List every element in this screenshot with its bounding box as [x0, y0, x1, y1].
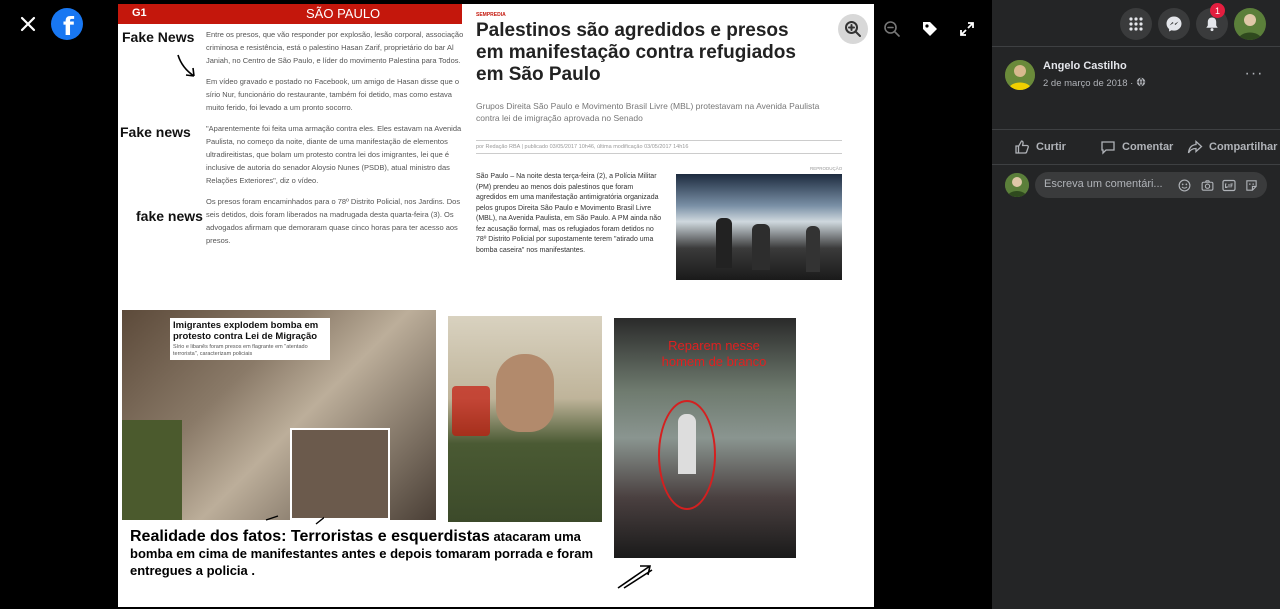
caption-subtitle: Sírio e libanês foram presos em flagrante em "atentado terrorista", caracterizam policiais	[173, 344, 308, 357]
zoom-out-button[interactable]	[880, 17, 904, 41]
avatar-icon	[1234, 8, 1266, 40]
fake-news-label: Fake news	[120, 124, 191, 140]
camera-button[interactable]	[1199, 177, 1215, 193]
close-button[interactable]	[14, 10, 42, 38]
divider	[992, 129, 1280, 130]
article-headline: Palestinos são agredidos e presos em manifestação contra refugiados em São Paulo	[476, 20, 796, 85]
post-date[interactable]: 2 de março de 2018	[1043, 78, 1128, 89]
share-label: Compartilhar	[1209, 141, 1278, 153]
g1-logo: G1	[132, 7, 147, 19]
g1-section-title: SÃO PAULO	[306, 6, 381, 21]
comment-button[interactable]	[1100, 138, 1173, 156]
menu-button[interactable]	[1120, 8, 1152, 40]
comment-input[interactable]	[1044, 178, 1174, 190]
annotation-red-text: Reparem nesse homem de branco	[661, 338, 767, 369]
video-still-photo	[614, 318, 796, 558]
messenger-icon	[1165, 15, 1183, 33]
street-photo	[676, 174, 842, 280]
share-icon	[1187, 139, 1203, 155]
profile-avatar-button[interactable]	[1234, 8, 1266, 40]
post-side-panel	[992, 0, 1280, 609]
article-paragraph: Em vídeo gravado e postado no Facebook, um amigo de Hasan disse que o sírio Nur, funcionário do restaurante, também foi detido, mas como estava muito ferido, foi levado a um pronto socorro.	[206, 77, 460, 112]
article-kicker: SEMPREDIA	[476, 12, 506, 18]
photo-credit: REPRODUÇÃO	[810, 166, 843, 171]
article-paragraph: "Aparentemente foi feita uma armação contra eles. Eles estavam na Avenida Paulista, no começo da noite, diante de uma manifestação de elementos ultradireitistas, que bolam um protesto contra lei dos imigrantes, lei que é inclusive de autoria do senador Aloysio Nunes (PSDB), atual ministro das Relações Exteriores", diz o vídeo.	[206, 124, 462, 185]
avatar-icon	[1005, 60, 1035, 90]
fake-news-label: Fake News	[122, 29, 195, 45]
post-date-row	[1043, 77, 1146, 89]
date-separator: ·	[1130, 78, 1134, 89]
notification-badge: 1	[1210, 3, 1225, 18]
share-button[interactable]	[1187, 138, 1277, 156]
fullscreen-button[interactable]	[955, 17, 979, 41]
article-body: São Paulo – Na noite desta terça-feira (2), a Polícia Militar (PM) prendeu ao menos dois palestinos que foram agredidos em uma manifestação antimigratória organizada pelos grupos Direita São Paulo e Movimento Brasil Livre (MBL), na Avenida Paulista, em São Paulo. A PM ainda não fez acusação formal, mas os refugiados foram detidos no 78º Distrito Policial por supostamente terem "atirado uma bomba caseira" nos manifestantes.	[476, 173, 662, 254]
sticker-button[interactable]	[1243, 177, 1259, 193]
thumbs-up-icon	[1014, 139, 1030, 155]
bell-icon	[1204, 16, 1220, 32]
globe-icon	[1136, 77, 1146, 87]
emoji-button[interactable]	[1176, 177, 1192, 193]
like-button[interactable]	[1014, 138, 1066, 156]
zoom-in-icon	[844, 20, 862, 38]
small-arrows-icon	[264, 512, 324, 526]
article-meta: por Redação RBA | publicado 03/05/2017 10h46, última modificação 03/05/2017 14h16	[476, 140, 842, 154]
article-paragraph: Os presos foram encaminhados para o 78º Distrito Policial, nos Jardins. Dos seis detidos, dois foram liberados na madrugada desta quarta-feira (3). Os advogados afirmam que demoraram quase cinco horas para ter acesso aos presos.	[206, 197, 461, 245]
zoom-out-icon	[883, 20, 901, 38]
comment-composer	[1035, 172, 1267, 198]
sticker-icon	[1245, 179, 1258, 192]
article-paragraph: Entre os presos, que vão responder por explosão, lesão corporal, associação criminosa e resistência, está o palestino Hasan Zarif, proprietário do bar Al Janiah, no Centro de São Paulo, e líder do movimento Palestina para Todos.	[206, 30, 464, 65]
camera-icon	[1201, 179, 1214, 192]
caption-title: Imigrantes explodem bomba em protesto contra Lei de Migração	[173, 320, 319, 342]
collage-caption	[170, 318, 330, 360]
article-subheadline: Grupos Direita São Paulo e Movimento Brasil Livre (MBL) protestavam na Avenida Paulista contra lei de imigração aprovada no Senado	[476, 101, 820, 123]
tag-icon	[921, 20, 939, 38]
current-user-avatar[interactable]	[1005, 173, 1029, 197]
avatar-icon	[1005, 173, 1029, 197]
facebook-logo[interactable]	[51, 8, 83, 40]
more-options-button[interactable]: ···	[1244, 65, 1264, 82]
messenger-button[interactable]	[1158, 8, 1190, 40]
arrow-up-right-icon	[614, 560, 658, 592]
g1-article-text	[206, 28, 464, 255]
g1-header-bar	[118, 4, 462, 24]
post-image	[118, 4, 874, 607]
close-icon	[20, 16, 36, 32]
zoom-in-button[interactable]	[838, 14, 868, 44]
collage-photo	[122, 310, 436, 520]
grid-menu-icon	[1128, 16, 1144, 32]
emoji-icon	[1178, 179, 1191, 192]
divider	[992, 46, 1280, 47]
tag-button[interactable]	[918, 17, 942, 41]
author-name[interactable]: Angelo Castilho	[1043, 60, 1127, 72]
like-label: Curtir	[1036, 141, 1066, 153]
reality-caption	[130, 528, 600, 579]
reality-rest: atacaram uma bomba em cima de manifestantes antes e depois tomaram porrada e foram entregues a policia .	[130, 529, 594, 578]
facebook-logo-glyph: f	[63, 11, 74, 41]
fullscreen-icon	[959, 21, 975, 37]
arrow-down-right-icon	[174, 52, 200, 80]
gif-button[interactable]	[1221, 177, 1237, 193]
divider	[992, 164, 1280, 165]
comment-icon	[1100, 139, 1116, 155]
reality-lead: Realidade dos fatos: Terroristas e esquerdistas	[130, 528, 490, 545]
gif-icon	[1222, 179, 1236, 192]
fake-news-label: fake news	[136, 208, 203, 224]
author-avatar[interactable]	[1005, 60, 1035, 90]
portrait-photo	[448, 316, 602, 522]
comment-label: Comentar	[1122, 141, 1174, 153]
